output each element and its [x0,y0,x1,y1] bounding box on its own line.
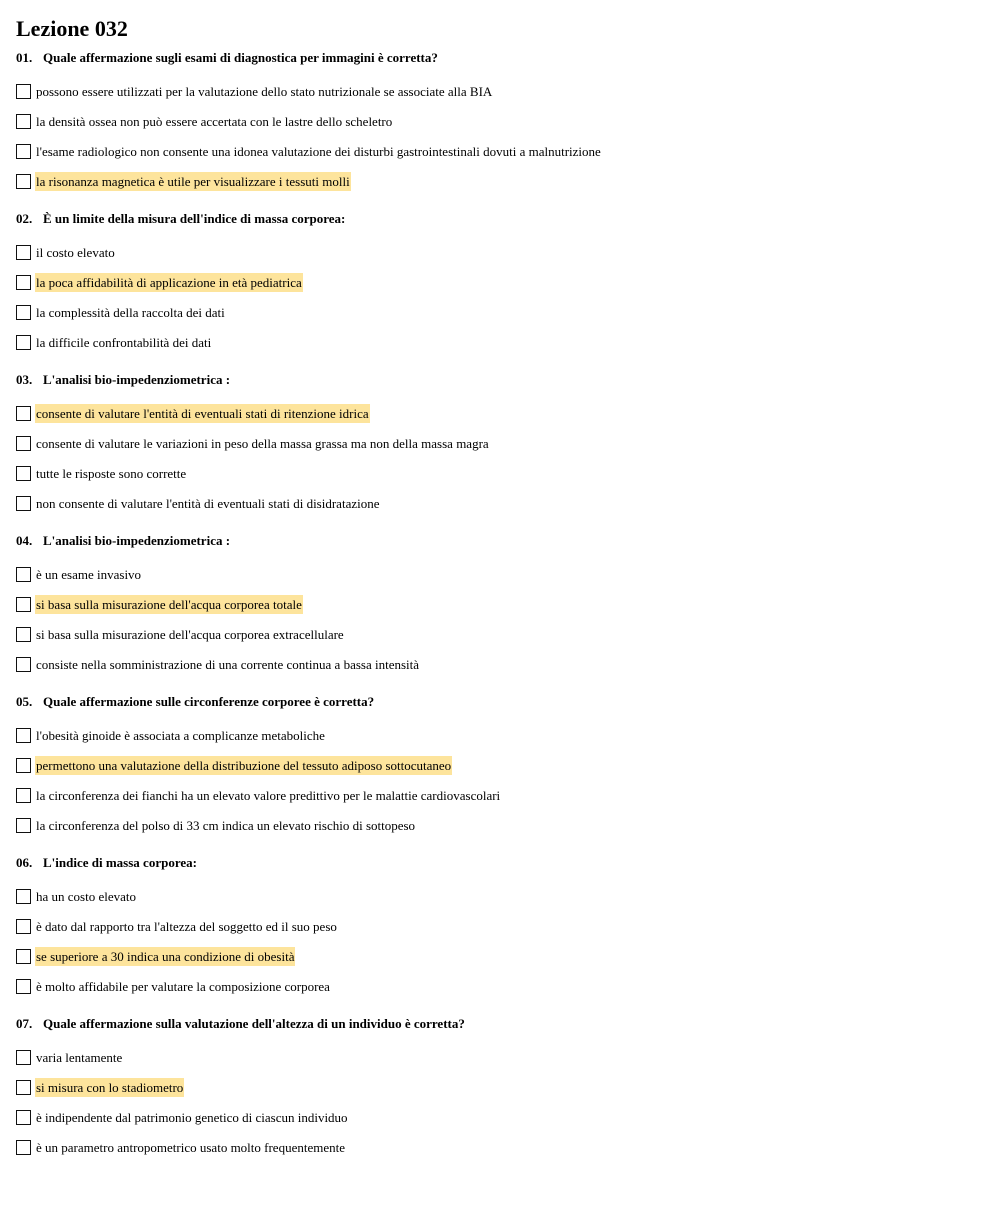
answer-text: è dato dal rapporto tra l'altezza del soggetto ed il suo peso [36,918,337,934]
answer-option[interactable] [16,327,986,357]
answer-text: è indipendente dal patrimonio genetico di ciascun individuo [36,1109,348,1125]
answer-text-highlighted: si misura con lo stadiometro [36,1079,184,1095]
answer-text: la circonferenza del polso di 33 cm indica un elevato rischio di sottopeso [36,817,416,833]
question-number: 07. [16,1016,33,1031]
question-block [16,209,986,357]
answer-checkbox[interactable] [16,1050,31,1065]
quiz-page [16,15,986,1175]
answer-checkbox[interactable] [16,114,31,129]
answer-text: consente di valutare le variazioni in peso della massa grassa ma non della massa magra [36,435,489,451]
answer-checkbox[interactable] [16,788,31,803]
question-heading [16,48,986,68]
answer-checkbox[interactable] [16,949,31,964]
answer-option[interactable] [16,1132,986,1162]
answer-text-highlighted: la risonanza magnetica è utile per visualizzare i tessuti molli [36,173,350,189]
answer-text: la circonferenza dei fianchi ha un elevato valore predittivo per le malattie cardiovascolari [36,787,501,803]
answer-text-highlighted: si basa sulla misurazione dell'acqua corporea totale [36,596,302,612]
page-title: Lezione 032 [16,16,128,41]
question-text: È un limite della misura dell'indice di massa corporea: [43,211,346,226]
answer-text: si basa sulla misurazione dell'acqua corporea extracellulare [36,626,344,642]
answer-option[interactable] [16,881,986,911]
answer-option[interactable] [16,911,986,941]
answer-text: è molto affidabile per valutare la composizione corporea [36,978,330,994]
answer-checkbox[interactable] [16,597,31,612]
question-heading [16,370,986,390]
answer-checkbox[interactable] [16,979,31,994]
answer-checkbox[interactable] [16,728,31,743]
answer-option[interactable] [16,297,986,327]
answer-checkbox[interactable] [16,657,31,672]
question-block [16,48,986,196]
question-text: Quale affermazione sugli esami di diagnostica per immagini è corretta? [43,50,438,65]
answer-option[interactable] [16,166,986,196]
question-heading [16,531,986,551]
answer-checkbox[interactable] [16,889,31,904]
answer-text: la difficile confrontabilità dei dati [36,334,212,350]
question-text: L'analisi bio-impedenziometrica : [43,533,231,548]
question-block [16,1014,986,1162]
answer-checkbox[interactable] [16,406,31,421]
question-number: 01. [16,50,33,65]
answer-text: l'obesità ginoide è associata a complicanze metaboliche [36,727,325,743]
answer-text: è un parametro antropometrico usato molto frequentemente [36,1139,345,1155]
answer-checkbox[interactable] [16,758,31,773]
answer-text: è un esame invasivo [36,566,142,582]
answer-checkbox[interactable] [16,466,31,481]
answer-text: il costo elevato [36,244,115,260]
answer-text: possono essere utilizzati per la valutazione dello stato nutrizionale se associate alla BIA [36,83,493,99]
answer-option[interactable] [16,267,986,297]
answer-text: ha un costo elevato [36,888,136,904]
question-heading [16,853,986,873]
answer-checkbox[interactable] [16,436,31,451]
question-text: Quale affermazione sulla valutazione dell'altezza di un individuo è corretta? [43,1016,465,1031]
answer-checkbox[interactable] [16,1080,31,1095]
answer-checkbox[interactable] [16,335,31,350]
question-text: L'indice di massa corporea: [43,855,197,870]
answer-option[interactable] [16,1072,986,1102]
answer-checkbox[interactable] [16,174,31,189]
answer-text-highlighted: consente di valutare l'entità di eventuali stati di ritenzione idrica [36,405,369,421]
answer-option[interactable] [16,136,986,166]
answer-option[interactable] [16,780,986,810]
answer-option[interactable] [16,589,986,619]
answer-checkbox[interactable] [16,919,31,934]
answer-option[interactable] [16,750,986,780]
answer-option[interactable] [16,1042,986,1072]
answer-checkbox[interactable] [16,1110,31,1125]
answer-text-highlighted: permettono una valutazione della distribuzione del tessuto adiposo sottocutaneo [36,757,452,773]
answer-option[interactable] [16,810,986,840]
answer-option[interactable] [16,941,986,971]
answer-option[interactable] [16,559,986,589]
answer-option[interactable] [16,1102,986,1132]
question-number: 04. [16,533,33,548]
answer-checkbox[interactable] [16,144,31,159]
answer-checkbox[interactable] [16,275,31,290]
answer-text: varia lentamente [36,1049,123,1065]
question-number: 06. [16,855,33,870]
answer-option[interactable] [16,76,986,106]
answer-checkbox[interactable] [16,627,31,642]
answer-text: la complessità della raccolta dei dati [36,304,225,320]
question-list [16,48,986,1162]
answer-checkbox[interactable] [16,1140,31,1155]
answer-checkbox[interactable] [16,818,31,833]
question-number: 03. [16,372,33,387]
answer-checkbox[interactable] [16,84,31,99]
answer-option[interactable] [16,649,986,679]
question-text: Quale affermazione sulle circonferenze corporee è corretta? [43,694,375,709]
question-heading [16,209,986,229]
question-block [16,692,986,840]
answer-text: consiste nella somministrazione di una corrente continua a bassa intensità [36,656,420,672]
answer-option[interactable] [16,106,986,136]
answer-checkbox[interactable] [16,245,31,260]
question-text: L'analisi bio-impedenziometrica : [43,372,231,387]
answer-text: tutte le risposte sono corrette [36,465,187,481]
answer-text: la densità ossea non può essere accertata con le lastre dello scheletro [36,113,393,129]
answer-checkbox[interactable] [16,567,31,582]
answer-option[interactable] [16,720,986,750]
answer-text: l'esame radiologico non consente una idonea valutazione dei disturbi gastrointestinali dovuti a malnutrizione [36,143,601,159]
question-block [16,853,986,1001]
question-block [16,370,986,518]
answer-text-highlighted: la poca affidabilità di applicazione in età pediatrica [36,274,302,290]
question-heading [16,692,986,712]
question-number: 05. [16,694,33,709]
answer-checkbox[interactable] [16,305,31,320]
question-heading [16,1014,986,1034]
answer-option[interactable] [16,428,986,458]
answer-option[interactable] [16,237,986,267]
question-block [16,531,986,679]
answer-option[interactable] [16,619,986,649]
answer-option[interactable] [16,488,986,518]
answer-option[interactable] [16,398,986,428]
answer-option[interactable] [16,971,986,1001]
answer-text: non consente di valutare l'entità di eventuali stati di disidratazione [36,495,380,511]
question-number: 02. [16,211,33,226]
answer-option[interactable] [16,458,986,488]
answer-text-highlighted: se superiore a 30 indica una condizione di obesità [36,948,295,964]
answer-checkbox[interactable] [16,496,31,511]
